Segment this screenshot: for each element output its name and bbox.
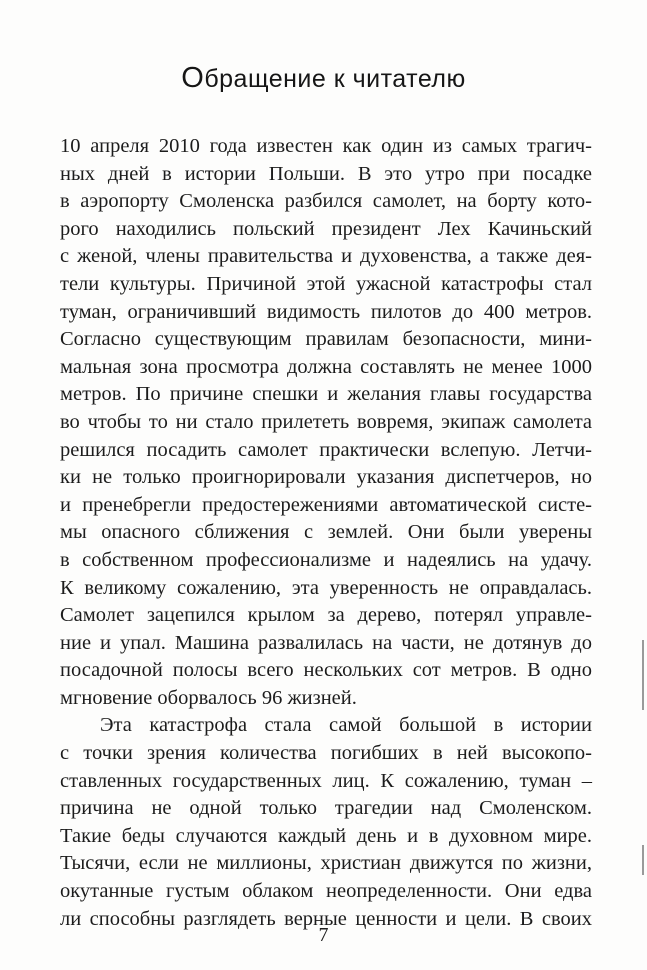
page-number: 7 [318,924,329,946]
text-line: ных дней в истории Польши. В это утро при посадке [60,162,592,185]
text-line: 10 апреля 2010 года известен как один из самых трагич- [60,135,592,157]
text-line: мы опасного сближения с землей. Они были уверены [60,521,592,544]
text-line: ки не только проигнорировали указания диспетчеров, но [60,466,592,489]
scan-edge-mark [642,845,644,875]
text-line: Тысячи, если не миллионы, христиан движутся по жизни, [60,852,592,875]
paragraph-1 [60,133,592,712]
chapter-title-initial: О [181,62,205,94]
text-line: Самолет зацепился крылом за дерево, потерял управле- [60,604,592,627]
text-line: тели культуры. Причиной этой ужасной катастрофы стал [60,272,592,295]
text-line: во чтобы то ни стало прилететь вовремя, экипаж самолета [60,410,592,433]
scan-edge-mark [642,640,644,710]
text-line: К великому сожалению, эта уверенность не оправдалась. [60,576,592,599]
text-line: мгновение оборвалось 96 жизней. [60,686,357,709]
text-line: и пренебрегли предостережениями автоматической систе- [60,493,592,516]
chapter-body [60,133,592,933]
text-line: посадочной полосы всего нескольких сот метров. В одно [60,659,592,682]
text-line: с точки зрения количества погибших в ней высокопо- [60,742,592,765]
text-line: решился посадить самолет практически вслепую. Летчи- [60,438,592,461]
paragraph-2 [60,712,592,933]
text-line: мальная зона просмотра должна составлять не менее 1000 [60,355,592,378]
text-line: ли способны разглядеть верные ценности и цели. В своих [60,907,592,930]
text-line: окутанные густым облаком неопределенности. Они едва [60,880,592,903]
chapter-title [0,62,647,95]
text-line: в аэропорту Смоленска разбился самолет, на борту кото- [60,190,592,213]
text-line: в собственном профессионализме и надеялись на удачу. [60,548,592,571]
text-line: ставленных государственных лиц. К сожалению, туман – [60,769,592,792]
text-line: ние и упал. Машина развалилась на части, не дотянув до [60,631,592,654]
text-line: рого находились польский президент Лех Качиньский [60,217,592,240]
text-line: Эта катастрофа стала самой большой в истории [100,714,592,737]
text-line: Такие беды случаются каждый день и в духовном мире. [60,824,592,847]
text-line: туман, ограничивший видимость пилотов до 400 метров. [60,300,592,323]
text-line: Согласно существующим правилам безопасности, мини- [60,328,592,351]
text-line: причина не одной только трагедии над Смоленском. [60,797,592,820]
text-line: с женой, члены правительства и духовенства, а также дея- [60,245,592,268]
text-line: метров. По причине спешки и желания главы государства [60,383,592,406]
chapter-title-rest: бращение к читателю [204,65,466,93]
